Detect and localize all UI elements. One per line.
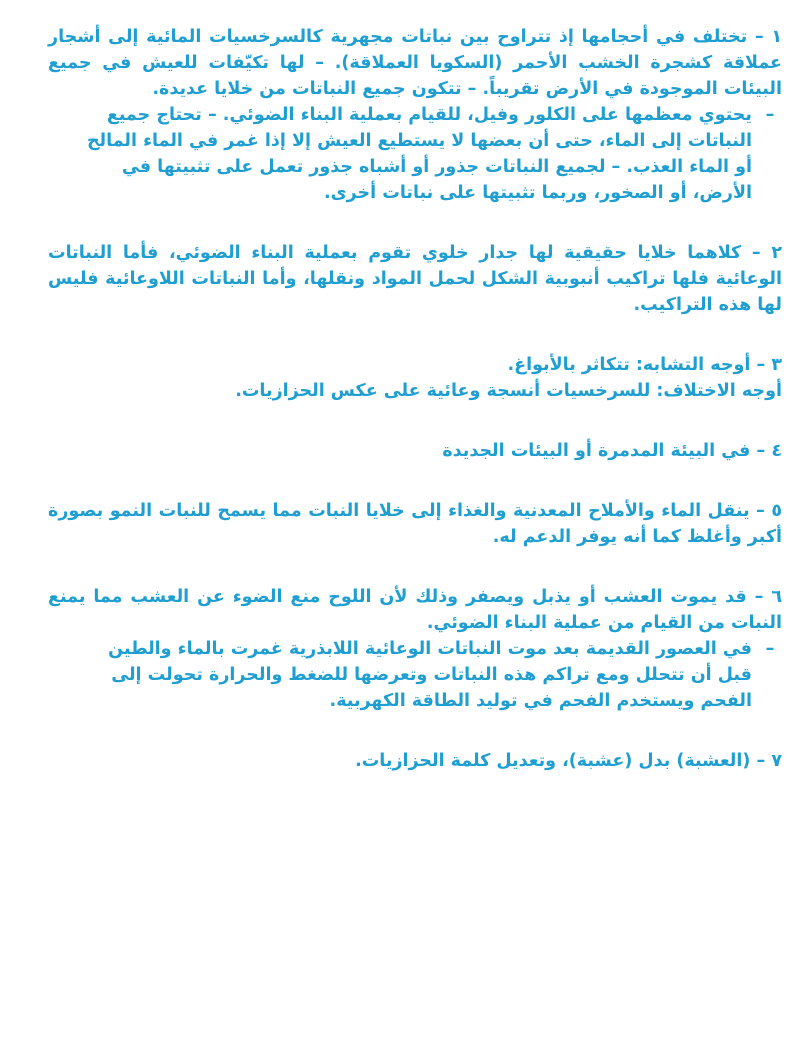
dash-bullet-icon: –	[765, 639, 775, 659]
answer-6	[48, 584, 788, 714]
answer-2-main: ٢ – كلاهما خلايا حقيقية لها جدار خلوي تقوم بعملية البناء الضوئي، فأما النباتات الوعائية فلها تراكيب أنبوبية الشكل لحمل المواد ونقلها، وأما النباتات اللاوعائية فليس لها هذه التراكيب.	[48, 243, 782, 315]
answer-5	[48, 498, 788, 550]
dash-bullet-icon: –	[765, 105, 775, 125]
answer-4-main: ٤ – في البيئة المدمرة أو البيئات الجديدة	[442, 441, 782, 461]
answer-5-main: ٥ – ينقل الماء والأملاح المعدنية والغذاء إلى خلايا النبات مما يسمح للنبات النمو بصورة أكبر وأغلظ كما أنه يوفر الدعم له.	[48, 501, 782, 547]
answer-3-line2: أوجه الاختلاف: للسرخسيات أنسجة وعائية على عكس الحزازيات.	[235, 381, 782, 401]
answer-3	[48, 352, 788, 404]
answer-6-main: ٦ – قد يموت العشب أو يذبل ويصفر وذلك لأن اللوح منع الضوء عن العشب مما يمنع النبات من القيام من عملية البناء الضوئي.	[48, 587, 782, 633]
answer-2	[48, 240, 788, 318]
answer-1-sub-item	[48, 102, 782, 206]
answer-1	[48, 24, 788, 206]
answer-6-sub-text: في العصور القديمة بعد موت النباتات الوعائية اللابذرية غمرت بالماء والطين قبل أن تتحلل ومع تراكم هذه النباتات وتعرضها للضغط والحرارة تحولت إلى الفحم ويستخدم الفحم في توليد الطاقة الكهربية.	[108, 639, 752, 711]
answer-1-main: ١ – تختلف في أحجامها إذ تتراوح بين نباتات مجهرية كالسرخسيات المائية إلى أشجار عملاقة كشجرة الخشب الأحمر (السكويا العملاقة). – لها تكيّفات للعيش في جميع البيئات الموجودة في الأرض تقريباً. – تتكون جميع النباتات من خلايا عديدة.	[48, 27, 782, 99]
answer-1-sub-text: يحتوي معظمها على الكلور وفيل، للقيام بعملية البناء الضوئي. – تحتاج جميع النباتات إلى الماء، حتى أن بعضها لا يستطيع العيش إلا إذا غمر في الماء المالح أو الماء العذب. – لجميع النباتات جذور أو أشباه جذور تعمل على تثبيتها في الأرض، أو الصخور، وربما تثبيتها على نباتات أخرى.	[86, 105, 752, 203]
answer-4	[48, 438, 788, 464]
answer-6-sub-item	[48, 636, 782, 714]
answer-7-main: ٧ – (العشبة) بدل (عشبة)، وتعديل كلمة الحزازيات.	[355, 751, 782, 771]
answer-7	[48, 748, 788, 774]
answer-3-main: ٣ – أوجه التشابه: تتكاثر بالأبواغ.	[507, 355, 782, 375]
